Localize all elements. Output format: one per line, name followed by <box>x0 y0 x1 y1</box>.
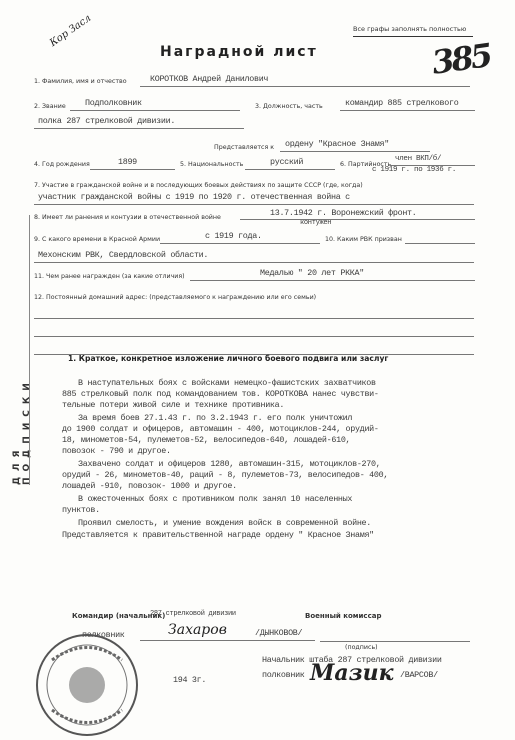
corner-underline <box>353 36 473 37</box>
field-4-value: 1899 <box>118 157 137 167</box>
field-2-label: 2. Звание <box>34 103 66 110</box>
commander-name: /ДЫНКОВОВ/ <box>255 628 303 638</box>
field-11-line <box>190 280 475 281</box>
field-7-label: 7. Участие в гражданской войне и в последующих боевых действиях по защите СССР (где, когда) <box>34 182 363 189</box>
narrative-line: В ожесточенных боях с противником полк занял 10 населенных <box>78 494 353 504</box>
field-6-value: член ВКП/б/ <box>395 155 442 163</box>
narrative-line: В наступательных боях с войсками немецко-фашистских захватчиков <box>78 378 376 388</box>
narrative-line: 885 стрелковый полк под командованием тов. КОРОТКОВА нанес чувстви- <box>62 389 379 399</box>
blank-line-2 <box>34 336 474 337</box>
field-1-line <box>140 86 470 87</box>
commissar-sign-line <box>320 641 470 642</box>
field-9-label: 9. С какого времени в Красной Армии <box>34 236 161 243</box>
podpis-label: (подпись) <box>345 644 378 651</box>
handwritten-left-note: Кор Засл <box>48 12 94 50</box>
chief-signature: Мазик <box>310 660 394 686</box>
chief-name: /ВАРСОВ/ <box>400 670 438 680</box>
narrative-line: За время боев 27.1.43 г. по 3.2.1943 г. его полк уничтожил <box>78 413 353 423</box>
narrative-line: повозок - 790 и другое. <box>62 446 171 456</box>
commander-role: полковник <box>82 630 125 640</box>
field-8-label: 8. Имеет ли ранения и контузии в отечественной войне <box>34 214 221 221</box>
narrative-line: Захвачено солдат и офицеров 1280, автомашин-315, мотоциклов-270, <box>78 459 381 469</box>
narrative-line: пунктов. <box>62 505 100 515</box>
feat-heading: 1. Краткое, конкретное изложение личного боевого подвига или заслуг <box>68 354 389 363</box>
field-9-value: с 1919 года. <box>205 231 262 241</box>
narrative-line: лошадей -910, повозок- 1000 и другое. <box>62 481 237 491</box>
field-11-value: Медалью " 20 лет РККА" <box>260 268 364 278</box>
narrative-line: тельные потери живой силе и технике противника. <box>62 400 285 410</box>
commissar-label: Военный комиссар <box>305 612 382 620</box>
field-3-label: 3. Должность, часть <box>255 103 323 110</box>
field-7-value: участник гражданской войны с 1919 по 1920 г. отечественная война с <box>38 192 350 202</box>
narrative-line: Проявил смелость, и умение вождения войск в современной войне. <box>78 518 372 528</box>
commander-sign-line <box>140 640 315 641</box>
field-2-line <box>70 110 240 111</box>
field-1-label: 1. Фамилия, имя и отчество <box>34 78 127 85</box>
field-3-line <box>340 110 475 111</box>
field-3-value-cont: полка 287 стрелковой дивизии. <box>38 116 176 126</box>
presented-label: Представляется к <box>214 144 275 151</box>
field-10-line <box>405 243 475 244</box>
field-10-label: 10. Каким РВК призван <box>325 236 402 243</box>
chief-line-1: Начальник штаба 287 стрелковой дивизии <box>262 655 442 665</box>
field-6-label: 6. Партийность <box>340 161 392 168</box>
blank-line-1 <box>34 318 474 319</box>
field-4-line <box>90 169 175 170</box>
field-8-value: 13.7.1942 г. Воронежский фронт. <box>270 208 417 218</box>
handwritten-number: 385 <box>429 36 493 82</box>
field-6-value-cont: с 1919 г. по 1936 г. <box>372 166 457 174</box>
field-7-line <box>34 204 474 205</box>
field-10-value: Мехонским РВК, Свердловской области. <box>38 250 209 260</box>
page-title: Наградной лист <box>160 44 318 60</box>
date-label: 194 3г. <box>173 675 207 685</box>
narrative-line: Представляется к правительственной награде ордену " Красное Знамя" <box>62 530 374 540</box>
field-5-value: русский <box>270 157 304 167</box>
presented-line <box>280 151 430 152</box>
field-3-line-2 <box>34 128 244 129</box>
chief-line-2: полковник <box>262 670 305 680</box>
narrative-line: орудий - 26, минометов-40, раций - 8, пулеметов-73, велосипедов- 400, <box>62 470 389 480</box>
sidebar-signature-note <box>12 215 32 485</box>
sidebar-rule <box>29 215 30 485</box>
narrative-line: 18, минометов-54, пулеметов-52, велосипедов-640, лошадей-610, <box>62 435 351 445</box>
field-5-label: 5. Национальность <box>180 161 244 168</box>
field-1-value: КОРОТКОВ Андрей Данилович <box>150 74 269 84</box>
commander-signature: Захаров <box>168 622 227 638</box>
field-8-line <box>240 219 475 220</box>
field-12-label: 12. Постоянный домашний адрес: (представляемого к награждению или его семьи) <box>34 294 317 301</box>
corner-note: Все графы заполнять полностью <box>353 25 467 33</box>
commander-label: Командир (начальник) <box>72 612 166 620</box>
narrative-line: до 1900 солдат и офицеров, автомашин - 400, мотоциклов-244, орудий- <box>62 424 379 434</box>
sidebar-text: ДЛЯ ПОДПИСКИ <box>12 377 32 485</box>
field-3-value: командир 885 стрелкового <box>345 98 459 108</box>
presented-value: ордену "Красное Знамя" <box>285 139 389 149</box>
field-6-line <box>390 165 475 166</box>
field-5-line <box>245 169 335 170</box>
field-8-value-cont: контужен <box>300 219 332 227</box>
field-4-label: 4. Год рождения <box>34 161 90 168</box>
field-9-line <box>160 243 320 244</box>
official-stamp <box>32 630 142 740</box>
field-11-label: 11. Чем ранее награжден (за какие отличия) <box>34 273 185 280</box>
field-2-value: Подполковник <box>85 98 142 108</box>
commander-extra: 287 стрелковой дивизии <box>150 610 236 618</box>
field-10-line-2 <box>34 262 474 263</box>
